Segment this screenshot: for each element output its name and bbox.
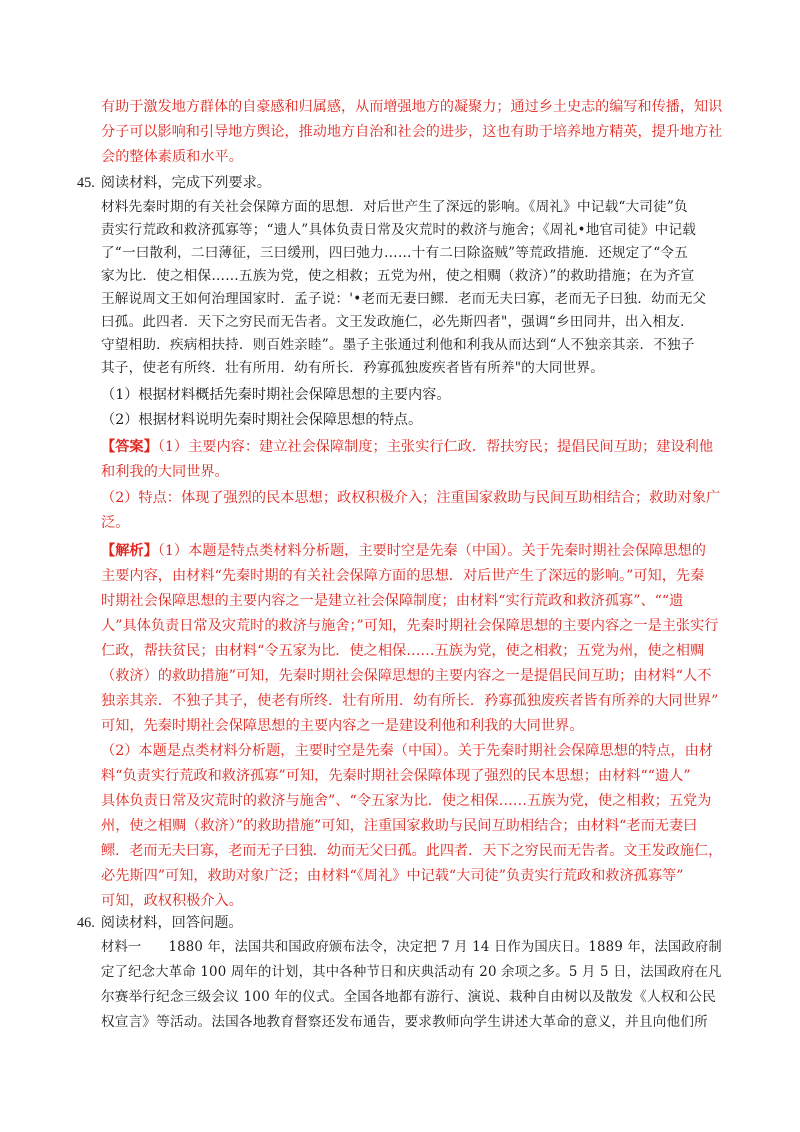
analysis-line: 人”具体负责日常及灾荒时的救济与施舍；”可知，先秦时期社会保障思想的主要内容之一是主张实行 — [101, 618, 719, 634]
question-prompt: 阅读材料，回答问题。 — [100, 915, 243, 931]
material-line: 材料先秦时期的有关社会保障方面的思想．对后世产生了深远的影响。《周礼》中记载“大司徒”负 — [101, 199, 688, 215]
answer-tag: 【答案】 — [101, 439, 158, 455]
analysis-line: 鳏．老而无夫曰寡，老而无子曰独．幼而无父曰孤。此四者．天下之穷民而无告者。文王发政施仁， — [101, 843, 723, 859]
analysis-text: （1）本题是特点类材料分析题，主要时空是先秦（中国）。关于先秦时期社会保障思想的 — [157, 543, 706, 559]
intro-answer-line: 会的整体素质和水平。 — [101, 149, 243, 165]
intro-answer-line: 有助于激发地方群体的自豪感和归属感，从而增强地方的凝聚力；通过乡土史志的编写和传播，知识 — [101, 99, 723, 115]
intro-answer-line: 分子可以影响和引导地方舆论，推动地方自治和社会的进步，这也有助于培养地方精英，提升地方社 — [101, 124, 723, 140]
sub-question-1: （1）根据材料概括先秦时期社会保障思想的主要内容。 — [101, 387, 451, 403]
analysis-line: 州，使之相赒（救济）”的救助措施”可知，注重国家救助与民间互助相结合；由材料“老而无妻曰 — [101, 818, 698, 834]
question-46-heading — [77, 913, 243, 933]
analysis-line: 时期社会保障思想的主要内容之一是建立社会保障制度；由材料“实行荒政和救济孤寡”、““遗 — [101, 593, 684, 609]
analysis-line: 仁政，帮扶贫民；由材料“令五家为比．使之相保……五族为党，使之相救；五党为州，使之相赒 — [101, 643, 705, 659]
material-line: 其子，使老有所终．壮有所用．幼有所长．矜寡孤独废疾者皆有所养"的大同世界。 — [101, 360, 605, 376]
answer-line: （2）特点：体现了强烈的民本思想；政权积极介入；注重国家救助与民间互助相结合；救助对象广 — [101, 490, 721, 506]
material-line: 责实行荒政和救济孤寡等；“遗人”具体负责日常及灾荒时的救济与施舍；《周礼•地官司徒》中记载 — [101, 222, 697, 238]
analysis-line: 可知，先秦时期社会保障思想的主要内容之一是建设利他和利我的大同世界。 — [101, 718, 584, 734]
material-line: 曰孤。此四者．天下之穷民而无告者。文王发政施仁，必先斯四者"，强调“乡田同井，出入相友． — [101, 314, 694, 330]
material-line: 了“一曰散利，二曰薄征，三曰缓刑，四曰弛力……十有二曰除盗贼”等荒政措施．还规定了“令五 — [101, 245, 688, 261]
answer-line: 泛。 — [101, 515, 130, 531]
material-line: 家为比．使之相保……五族为党，使之相救；五党为州，使之相赒（救济）”的救助措施；在为齐宣 — [101, 268, 695, 284]
answer-line: 和利我的大同世界。 — [101, 464, 229, 480]
analysis-line: （救济）的救助措施”可知，先秦时期社会保障思想的主要内容之一是提倡民间互助；由材料“人不 — [101, 668, 712, 684]
question-number: 45. — [77, 175, 95, 191]
analysis-line: 料“负责实行荒政和救济孤寡”可知，先秦时期社会保障体现了强烈的民本思想；由材料““遗人” — [101, 768, 691, 784]
analysis-line: 独亲其亲．不独子其子，使老有所终．壮有所用．幼有所长．矜寡孤独废疾者皆有所养的大同世界” — [101, 693, 719, 709]
question-prompt: 阅读材料，完成下列要求。 — [100, 175, 271, 191]
material-line: 权宣言》等活动。法国各地教育督察还发布通告，要求教师向学生讲述大革命的意义，并且向他们所 — [101, 1014, 708, 1030]
material-line: 材料一 1880 年，法国共和国政府颁布法令，决定把 7 月 14 日作为国庆日。1889 年，法国政府制 — [101, 939, 722, 955]
question-number: 46. — [77, 915, 95, 931]
analysis-line: 可知，政权积极介入。 — [101, 893, 243, 909]
analysis-line — [101, 541, 706, 561]
analysis-tag: 【解析】 — [101, 543, 158, 559]
sub-question-2: （2）根据材料说明先秦时期社会保障思想的特点。 — [101, 412, 423, 428]
analysis-line: （2）本题是点类材料分析题，主要时空是先秦（中国）。关于先秦时期社会保障思想的特点，由材 — [101, 743, 713, 759]
question-45-heading — [77, 173, 271, 193]
material-line: 尔赛举行纪念三级会议 100 年的仪式。全国各地都有游行、演说、栽种自由树以及散发《人权和公民 — [101, 989, 716, 1005]
material-line: 定了纪念大革命 100 周年的计划，其中各种节日和庆典活动有 20 余项之多。5 月 5 日，法国政府在凡 — [101, 964, 722, 980]
analysis-line: 具体负责日常及灾荒时的救济与施舍”、“令五家为比．使之相保……五族为党，使之相救；五党为 — [101, 793, 712, 809]
material-line: 王解说周文王如何治理国家时．孟子说：'•老而无妻曰鳏．老而无夫曰寡，老而无子曰独．幼而无父 — [101, 291, 707, 307]
analysis-line: 主要内容，由材料“先秦时期的有关社会保障方面的思想．对后世产生了深远的影响。”可知，先秦 — [101, 568, 705, 584]
answer-text: （1）主要内容：建立社会保障制度；主张实行仁政．帮扶穷民；提倡民间互助；建设利他 — [157, 439, 714, 455]
answer-line — [101, 437, 713, 457]
analysis-line: 必先斯四”可知，救助对象广泛；由材料“《周礼》中记载“大司徒”负责实行荒政和救济孤寡等” — [101, 868, 684, 884]
material-line: 守望相助．疾病相扶持．则百姓亲睦”。墨子主张通过利他和利我从而达到“人不独亲其亲．不独子 — [101, 337, 695, 353]
